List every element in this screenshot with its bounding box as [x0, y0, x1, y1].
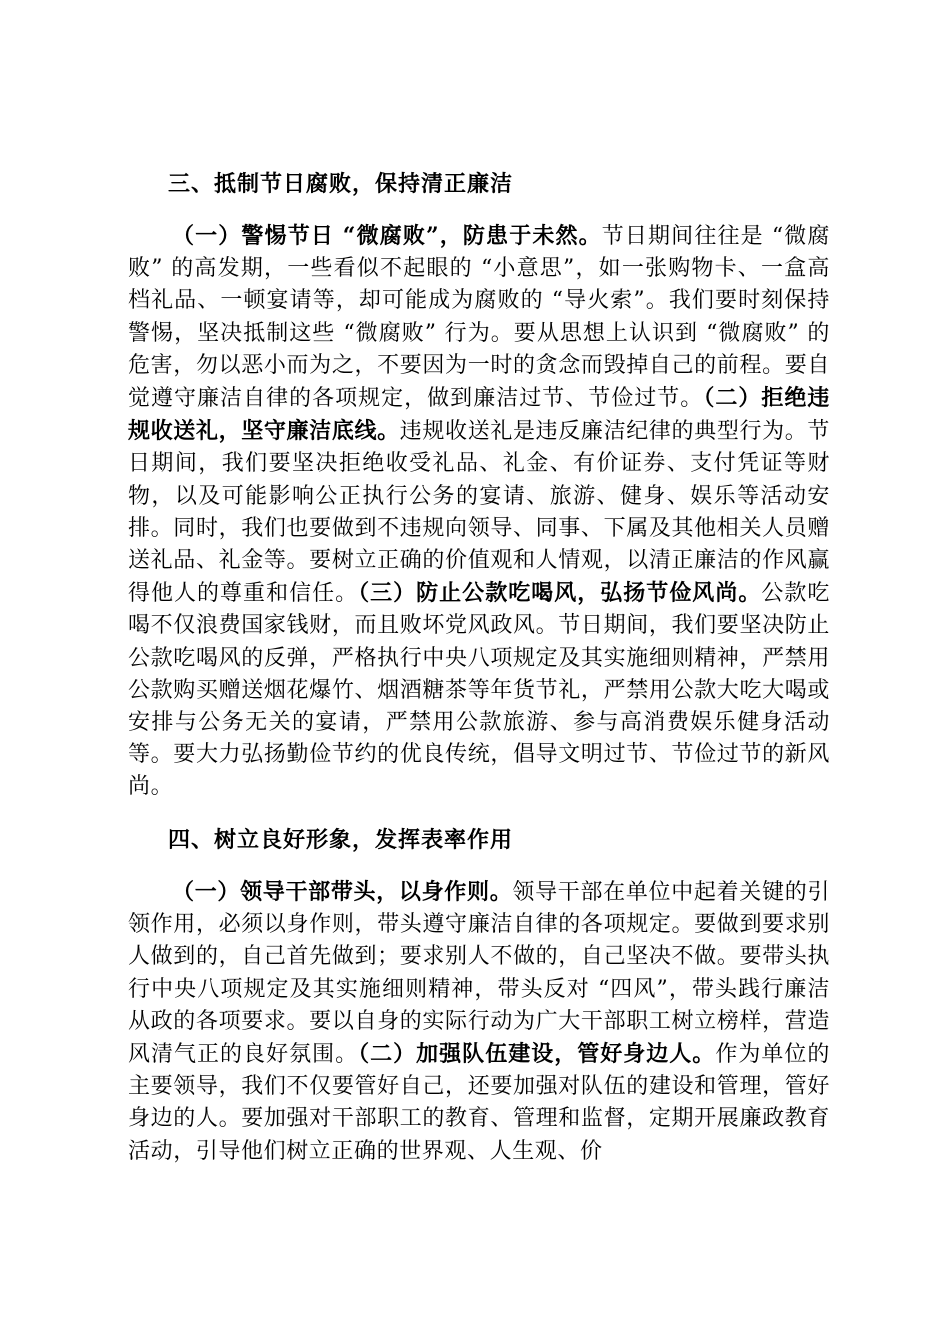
body-text-4-2: 作为单位的主要领导，我们不仅要管好自己，还要加强对队伍的建设和管理，管好身边的人。要加强对干部职工的教育、管理和监督，定期开展廉政教育活动，引导他们树立正确的世界观、人生观、价: [128, 1042, 830, 1164]
section-heading-3: 三、抵制节日腐败，保持清正廉洁: [168, 171, 514, 197]
subheading-3-2: （二）拒绝违规收送礼，坚守廉洁底线。: [128, 385, 830, 445]
body-text-3-1: 节日期间往往是 “微腐败” 的高发期，一些看似不起眼的 “小意思”，如一张购物卡、一盒高档礼品、一顿宴请等，却可能成为腐败的 “导火索”。我们要时刻保持警惕，坚决抵制这些 “微腐败” 行为。要从思想上认识到 “微腐败” 的危害，勿以恶小而为之，不要因为一时的贪念而毁掉自己的前程。要自觉遵守廉洁自律的各项规定，做到廉洁过节、节俭过节。: [128, 224, 830, 412]
subheading-3-3: （三）防止公款吃喝风，弘扬节俭风尚。: [358, 580, 762, 607]
section-heading-4: 四、树立良好形象，发挥表率作用: [168, 827, 514, 853]
body-text-3-2: 违规收送礼是违反廉洁纪律的典型行为。节日期间，我们要坚决拒绝收受礼品、礼金、有价证券、支付凭证等财物，以及可能影响公正执行公务的宴请、旅游、健身、娱乐等活动安排。同时，我们也要做到不违规向领导、同事、下属及其他相关人员赠送礼品、礼金等。要树立正确的价值观和人情观，以清正廉洁的作风赢得他人的尊重和信任。: [128, 419, 831, 607]
body-text-4-1: 领导干部在单位中起着关键的引领作用，必须以身作则，带头遵守廉洁自律的各项规定。要做到要求别人做到的，自己首先做到；要求别人不做的，自己坚决不做。要带头执行中央八项规定及其实施细则精神，带头反对 “四风”，带头践行廉洁从政的各项要求。要以自身的实际行动为广大干部职工树立榜样，营造风清气正的良好氛围。: [128, 880, 830, 1068]
section-4-paragraph: [128, 876, 830, 1168]
section-3-paragraph: [128, 220, 830, 804]
subheading-4-2: （二）加强队伍建设，管好身边人。: [358, 1041, 716, 1068]
subheading-4-1: （一）领导干部带头，以身作则。: [172, 879, 513, 905]
body-text-3-3: 公款吃喝不仅浪费国家钱财，而且败坏党风政风。节日期间，我们要坚决防止公款吃喝风的反弹，严格执行中央八项规定及其实施细则精神，严禁用公款购买赠送烟花爆竹、烟酒糖茶等年货节礼，严禁用公款大吃大喝或安排与公务无关的宴请，严禁用公款旅游、参与高消费娱乐健身活动等。要大力弘扬勤俭节约的优良传统，倡导文明过节、节俭过节的新风尚。: [128, 581, 830, 800]
subheading-3-1: （一）警惕节日 “微腐败”，防患于未然。: [172, 223, 602, 249]
